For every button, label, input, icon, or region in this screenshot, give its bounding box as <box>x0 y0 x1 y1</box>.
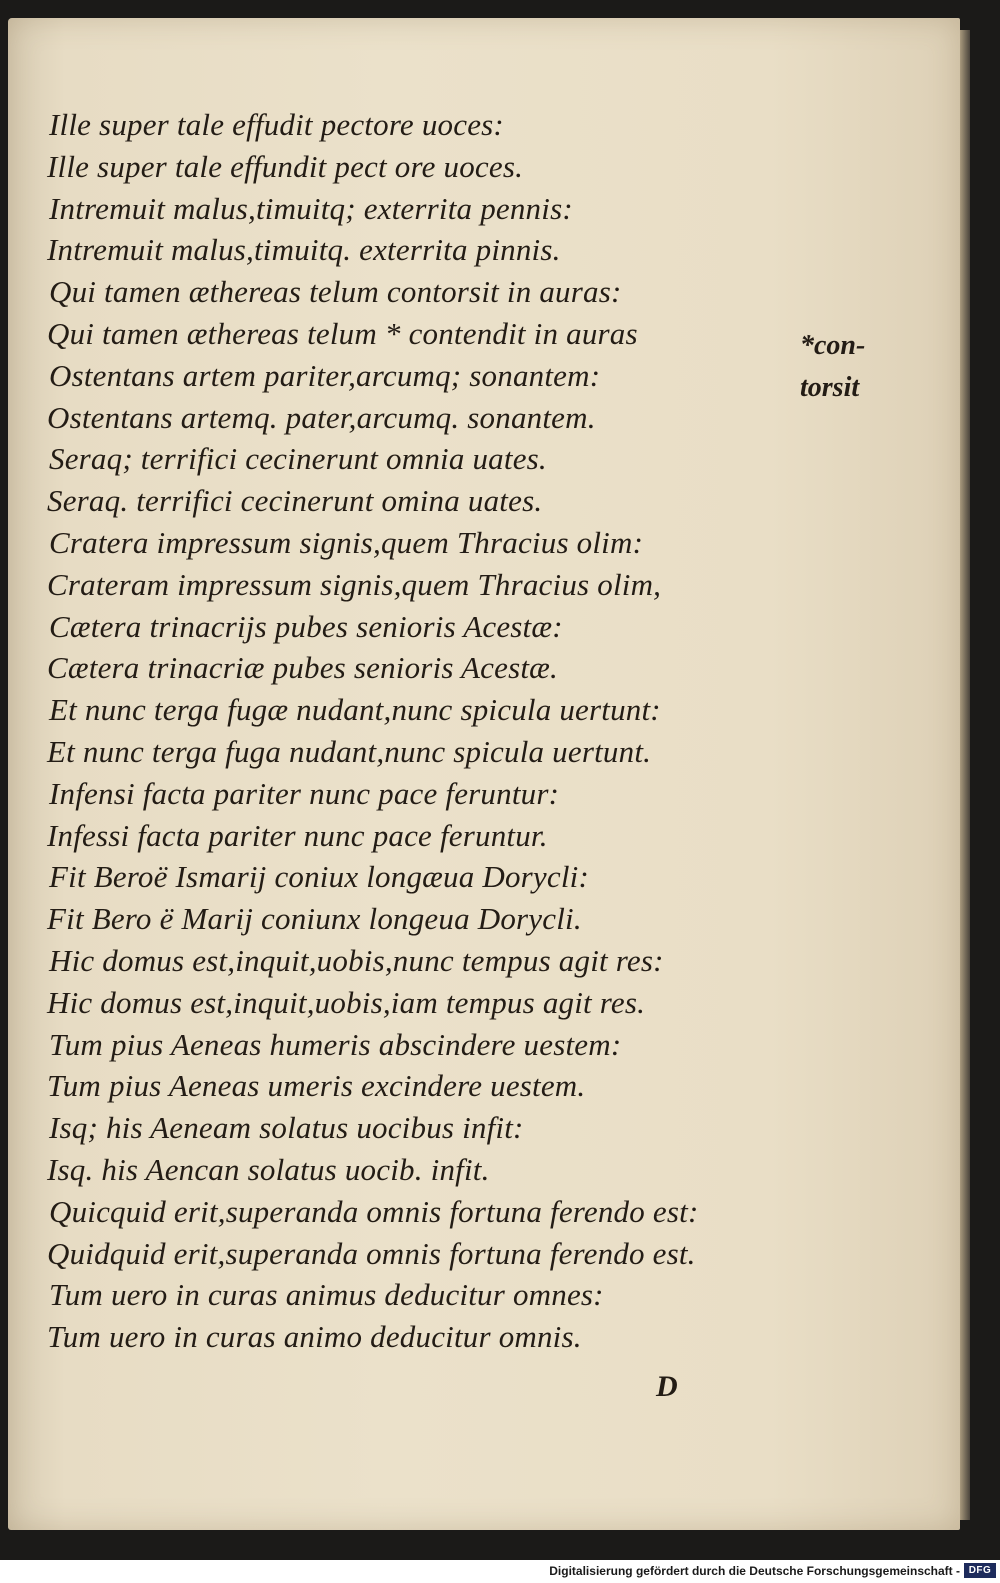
verse-line: Hic domus est,inquit,uobis,nunc tempus agit res: <box>49 942 664 978</box>
verse-line: Hic domus est,inquit,uobis,iam tempus agit res. <box>47 984 646 1020</box>
verse-line: Isq; his Aeneam solatus uocibus infit: <box>49 1110 524 1146</box>
margin-note-line: torsit <box>800 372 860 403</box>
verse-line: Intremuit malus,timuitq; exterrita pennis: <box>49 190 573 226</box>
verse-line: Ille super tale effudit pectore uoces: <box>49 107 504 142</box>
verse-line: Intremuit malus,timuitq. exterrita pinnis. <box>47 232 561 268</box>
verse-line: Crateram impressum signis,quem Thracius olim, <box>47 566 662 602</box>
verse-line: Infensi facta pariter nunc pace feruntur: <box>49 775 560 811</box>
verse-line: Cætera trinacriæ pubes senioris Acestæ. <box>47 650 558 686</box>
verse-line: Fit Bero ë Marij coniunx longeua Dorycli. <box>47 901 582 937</box>
signature-mark: D <box>656 1370 678 1403</box>
page-edge <box>960 30 970 1520</box>
verse-line: Qui tamen æthereas telum contorsit in auras: <box>49 274 622 310</box>
margin-note-line: *con- <box>800 330 866 361</box>
verse-line: Cratera impressum signis,quem Thracius olim: <box>49 524 644 560</box>
verse-line: Seraq. terrifici cecinerunt omina uates. <box>47 483 543 519</box>
verse-line: Ostentans artemq. pater,arcumq. sonantem. <box>47 399 596 435</box>
verse-line: Et nunc terga fuga nudant,nunc spicula uertunt. <box>47 733 652 769</box>
verse-line: Tum pius Aeneas umeris excindere uestem. <box>47 1068 586 1104</box>
verse-line: Fit Beroë Ismarij coniux longæua Dorycli: <box>49 859 589 895</box>
verse-line: Tum uero in curas animo deducitur omnis. <box>47 1319 582 1355</box>
verse-line: Infessi facta pariter nunc pace feruntur. <box>47 817 548 853</box>
verse-line: Quidquid erit,superanda omnis fortuna ferendo est. <box>47 1235 696 1271</box>
verse-line: Ille super tale effundit pect ore uoces. <box>47 148 524 184</box>
verse-line: Et nunc terga fugæ nudant,nunc spicula uertunt: <box>49 692 661 728</box>
verse-line: Seraq; terrifici cecinerunt omnia uates. <box>49 441 547 477</box>
verse-line: Tum uero in curas animus deducitur omnes: <box>49 1277 604 1313</box>
footer-credit: Digitalisierung gefördert durch die Deutsche Forschungsgemeinschaft - <box>549 1564 960 1578</box>
verse-line: Isq. his Aencan solatus uocib. infit. <box>47 1151 490 1187</box>
dfg-logo: DFG <box>964 1563 996 1578</box>
verse-line: Quicquid erit,superanda omnis fortuna ferendo est: <box>49 1193 699 1229</box>
verse-line: Qui tamen æthereas telum * contendit in auras <box>47 315 638 351</box>
footer-bar <box>0 1560 1000 1583</box>
verse-line: Tum pius Aeneas humeris abscindere uestem: <box>49 1026 622 1062</box>
verse-line: Cætera trinacrijs pubes senioris Acestæ: <box>49 608 563 644</box>
verse-block <box>45 104 805 1358</box>
margin-note <box>800 325 890 409</box>
verse-line: Ostentans artem pariter,arcumq; sonantem: <box>49 357 601 393</box>
